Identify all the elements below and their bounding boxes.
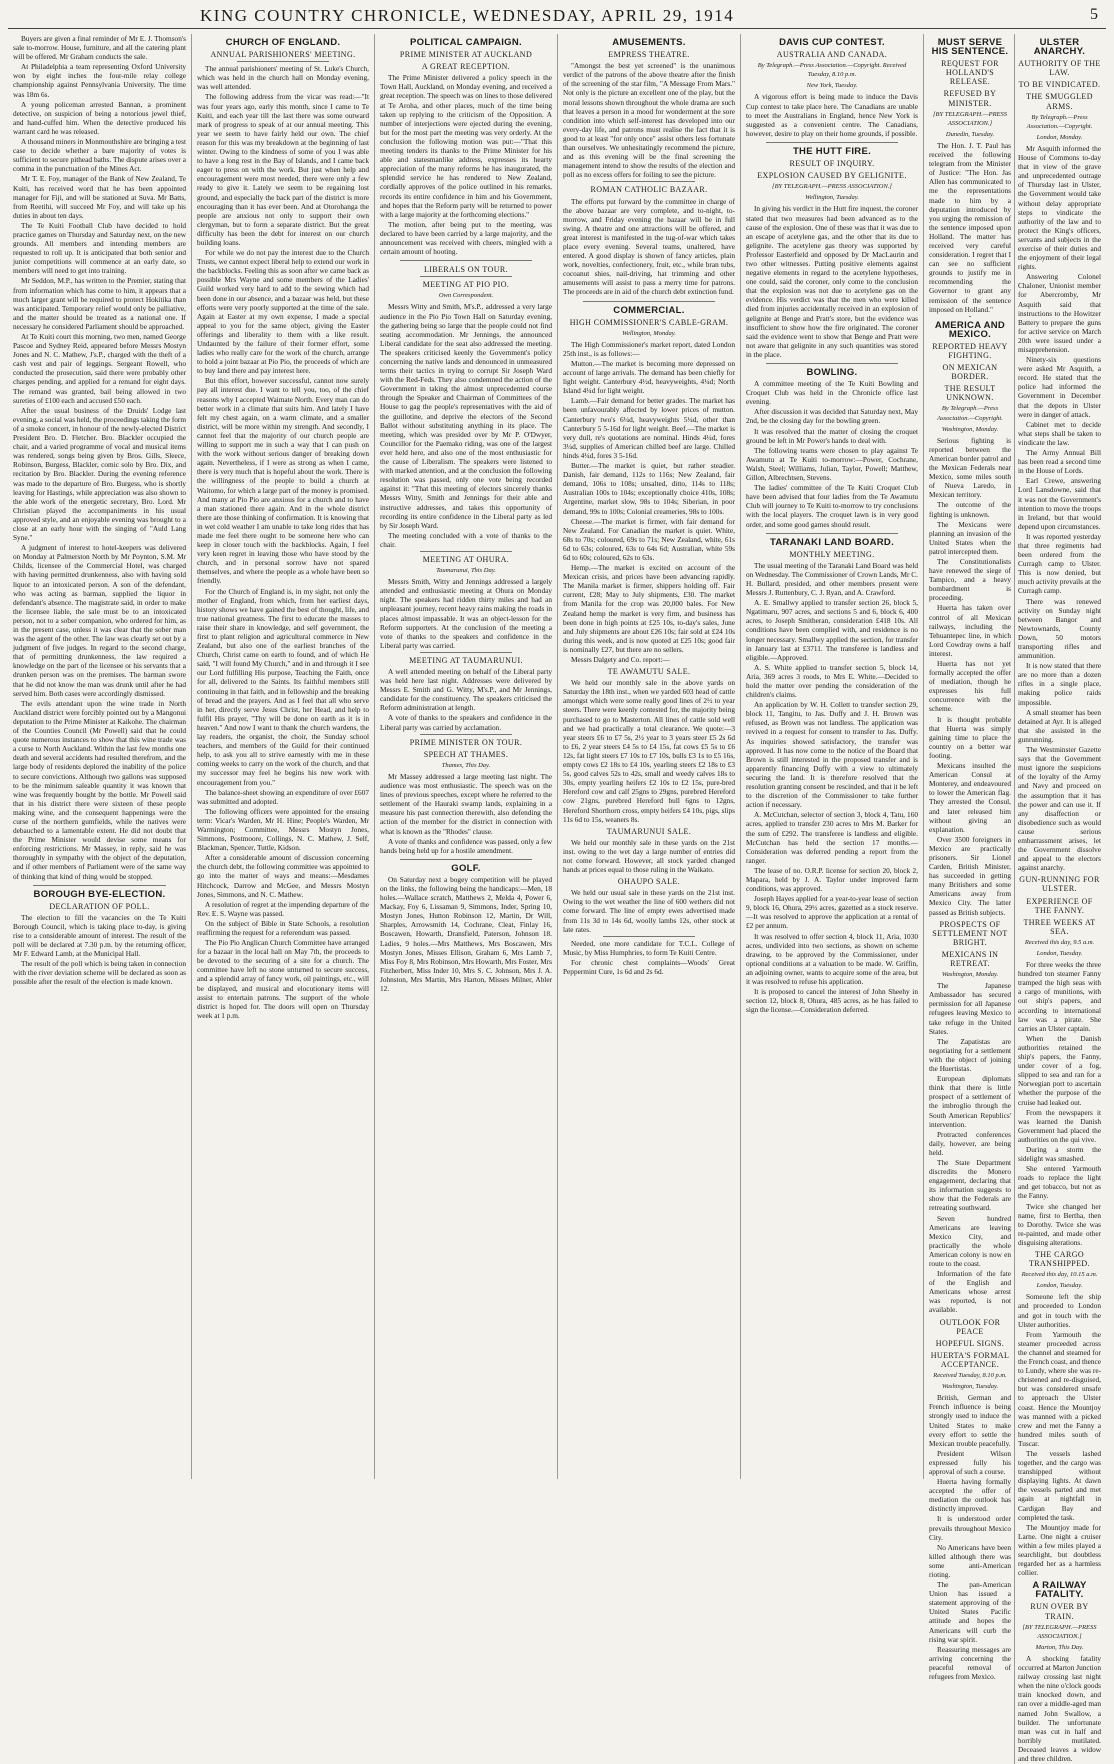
byline: [BY TELEGRAPH.—PRESS ASSOCIATION.]: [932, 110, 1008, 127]
news-item: Twice she changed her name, first to Bertha, then to Dorothy. Twice she was re-painted, and made other disguising alterations.: [1018, 1201, 1101, 1247]
masthead-title: KING COUNTRY CHRONICLE, WEDNESDAY, APRIL 29, 1914: [200, 6, 735, 25]
news-item: She entered Yarmouth roads to replace the light and get tobacco, but not as the Fanny.: [1018, 1164, 1101, 1201]
dateline: Washington, Tuesday.: [941, 1383, 999, 1391]
divider: [969, 316, 971, 317]
news-item: No Americans have been killed although there was some anti-American rioting.: [929, 1542, 1011, 1579]
news-item: At Te Kuiti court this morning, two men, named George Pascoe and Sydney Reid, appeared before Messrs Mostyn Jones and N. C. Mathew, J's.P., charged with the theft of a cash vest and pair of leggings. Sergeant Rowell, who conducted the prosecution, said there were probably other charges pending, and applied for a remand for eight days. The remand was granted, bail being allowed in two sureties of £100 each and accused £50 each.: [13, 332, 186, 405]
subheadline: MEXICANS IN RETREAT.: [941, 949, 999, 968]
subheadline: MEETING AT PIO PIO.: [422, 280, 510, 290]
news-item: Mr Seddon, M.P., has written to the Premier, stating that from information which has come to him, it appears that a much larger grant will be required to protect Hokitika than was anticipated. Temporary relief would only be palliative, and the matter should be treated as a national one. If necessary he considered Parliament should be approached.: [13, 276, 186, 331]
news-item: Hemp.—The market is excited on account of the Mexican crisis, and prices have been advancing rapidly. The Manila market is firmer, shippers holding off. Fair current, £28; May to July shipments, £30. The market from Manila for the crop was 20,000 bales. For New Zealand hemp the market is very firm, and business has been done in high points at £25 10s, to-day's sales, June and July shipments are about £26 10s; fair sold at £24 10s during this week, and is now quoted at £25 10s; good fair is nominally £27, but there are no sellers.: [563, 563, 735, 654]
news-item: Reassuring messages are arriving concerning the peaceful removal of refugees from Mexico.: [929, 1644, 1011, 1682]
byline: Received this day, 10.15 a.m.: [1021, 1271, 1098, 1279]
subheadline: RUN OVER BY TRAIN.: [1030, 1602, 1089, 1621]
subheadline: REFUSED BY MINISTER.: [943, 89, 997, 108]
subheadline: MEETING AT TAUMARUNUI.: [409, 655, 523, 665]
headline: BOWLING.: [806, 367, 858, 378]
dateline: Taumarunui, This Day.: [436, 567, 496, 575]
news-item: A thousand miners in Monmouthshire are bringing a test case to decide whether a bare majority of votes is sufficient to secure pithead baths. The dispute arises over a comma in the punctuation of the Mines Act.: [13, 137, 186, 174]
news-item: Messrs Smith, Witty and Jennings addressed a largely attended and enthusiastic meeting at Ohura on Monday night. The speakers had ridden thirty miles and had an unpleasant journey, recent heavy rains making the roads in places almost impassable. It was an object-lesson for the Reform supporters. At the conclusion of the meeting a vote of thanks to the speakers and confidence in the Liberal party was carried.: [380, 577, 552, 650]
divider: [237, 61, 329, 62]
subheadline: ROMAN CATHOLIC BAZAAR.: [590, 185, 708, 195]
news-item: The Army Annual Bill has been read a second time in the House of Lords.: [1018, 448, 1101, 476]
news-item: Huerta having formally accepted the offer of mediation the outlook has distinctly improved.: [929, 1477, 1011, 1514]
divider: [603, 936, 695, 937]
news-item: Serious fighting is reported between the American border patrol and the Mexican Federals near Mexico, some miles south of Nueva Laredo, in Mexican territory.: [929, 435, 1011, 500]
subheadline: PROSPECTS OF SETTLEMENT NOT BRIGHT.: [932, 919, 1008, 947]
news-item: British, German and French influence is being strongly used to induce the United States to make every effort to settle the Mexican trouble peacefully.: [929, 1393, 1011, 1448]
subheadline: REQUEST FOR HOLLAND'S RELEASE.: [941, 59, 999, 87]
news-item: On Saturday next a bogey competition will be played on the links, the following being the handicaps:—Men, 18 holes.—Wallace scratch, Matthews 2, Melda 4, Power 6, Mackay, Foy 6, Lissaman 9, Simmons, Inder, Spring 10, Mostyn Jones, Hutton Robinson 12, Martin, Dr Will, Sharples, Arrowsmith 14, Cochrane, Cleat, Finlay 16, Boscawen, Howarth, Dransfield, Paterson, Johnson 18. Ladies, 9 holes.—Mrs Matthews, Mrs Boscawen, Mrs Mostyn Jones, Misses Ellison, Graham 6, Mrs Lamb 7, Miss Foy 8, Mrs Robinson, Mrs Howarth, Mrs Foster, Mrs Fitzherbert, Miss Inder 10, Mrs S. C. Johnson, Mrs J. A. Johnston, Mrs Martin, Mrs Harton, Misses Milner, Abler 12.: [380, 874, 552, 993]
news-item: But this effort, however successful, cannot now surely pay all interest due. I want to tell you, too, of the chief reasons why I accepted Waimate North. Every man can do better work in a climate that suits him. And lately I have felt my chest again, on a warm climate, and a smaller district, will be more within my strength. And secondly, I cannot feel that the majority of our church people are willing to support me in such a way that I can push on with the work without serious danger of breaking down again. Nevertheless, if I were as strong as when I came, there is very much that is hopeful about the work. There is the willingness of the people to build a church at Waitomo, for which a large part of the money is promised. And many at Pio Pio are anxious for a church and to have a man stationed there again. And in the whole district there are those thinking of confirmation. It is knowing that in wet cold weather I am unable to take long rides that has made me feel there ought to be someone here who can keep in closer touch with the backblocks. Again, I feel very keen regret in leaving those who have stood by the church, and in personal sorrow have not spared themselves, and where the people as a whole have been so friendly.: [197, 376, 369, 586]
news-item: A well attended meeting on behalf of the Liberal party was held here last night. Addresses were delivered by Messrs E. Smith and G. Witty, M's.P., and Mr Jennings, candidate for the constituency. The speakers criticised the Reform administration at length.: [380, 667, 552, 713]
news-item: Mr Asquith informed the House of Commons to-day that in view of the grave and unprecedented outrage of Thursday last in Ulster, the Government would take without delay appropriate steps to vindicate the authority of the law and to protect the King's officers, servants and subjects in the exercise of their duties and the enjoyment of their legal rights.: [1018, 143, 1101, 272]
news-item: After a considerable amount of discussion concerning the church debt, the following committee was appointed to go into the matter of ways and means:—Mesdames Hitchcock, Darrow and McGee, and Messrs Mostyn Jones, Simmons, and N. C. Mathew.: [197, 853, 369, 899]
news-item: The pan-American Union has issued a statement approving of the United States Pacific attitude and hopes the Americans will curb the rising war spirit.: [929, 1580, 1011, 1644]
news-item: Joseph Hayes applied for a year-to-year lease of section 9, block 16, Ohura, 29½ acres, gazetted as a stock reserve.—It was resolved to approve the application at a rental of £2 per annum.: [746, 894, 918, 931]
dateline: London, Monday.: [1036, 133, 1083, 141]
subheadline: HOPEFUL SIGNS.: [935, 1338, 1005, 1348]
headline: ULSTER ANARCHY.: [1033, 37, 1086, 58]
subheadline: AUSTRALIA AND CANADA.: [776, 50, 888, 60]
divider: [420, 734, 512, 735]
news-item: The Te Kuiti Football Club have decided to hold practice games on Thursday and Saturday next, on the new grounds. All members and intending members are requested to roll up. It is anticipated that both senior and junior competitions will commence at an early date, so members will need to get into training.: [13, 220, 186, 276]
news-item: We held our monthly sale in the above yards on Saturday the 18th inst., when we yarded 603 head of cattle amongst which were some really good lines of 2½ to year steers. There were keenly contested for, the majority being purchased to go to Masterton. All lines of cattle sold well and we had practically a total clearance. We quote:—3 year steers £6 to £7 5s, 2½ year to 3 years steer £5 2s 6d to £6, 2 year steers £4 5s to £4 15s, fat cows £5 5s to £6 12s, fat light steers £7 10s to £7 10s, bulls £3 1s to £5 16s, empty cows £2 18s to £4 10s, yearling steers £2 18s to £3 5s, good calves 52s to 42s, small and weedy calves 18s to 30s, empty yearling heifers £2 10s to £2 15s, pure-bred Hereford cow and calf 25gns to 29gns, purebred Hereford cow 21gns, purebred Hereford bull 6gns to 12gns, Hereford Shorthorn cross, empty heifers £4 10s, pigs, slips 11s 6d to 15s, weaners 8s.: [563, 678, 735, 824]
news-item: It is understood order prevails throughout Mexico City.: [929, 1514, 1011, 1542]
news-item: European diplomats think that there is little prospect of a settlement of the imbroglio through the South American Republics' intervention.: [929, 1074, 1011, 1129]
divider: [603, 181, 695, 182]
news-item: It was reported yesterday that three regiments had been ordered from the Curragh camp to Ulster. This is now denied, but much activity prevails at the Curragh camp.: [1018, 531, 1101, 596]
column-6: [923, 34, 1106, 1763]
news-item: After discussion it was decided that Saturday next, May 2nd, be the closing day for the bowling green.: [746, 407, 918, 426]
subheadline: ANNUAL PARISHIONERS' MEETING.: [210, 50, 356, 60]
news-item: Cabinet met to decide what steps shall be taken to vindicate the law.: [1018, 419, 1101, 447]
news-item: The High Commissioner's market report, dated London 25th inst., is as follows:—: [563, 339, 735, 358]
subheadline: DECLARATION OF POLL.: [49, 901, 150, 911]
column-6a: [929, 34, 1015, 1764]
news-item: Lamb.—Fair demand for better grades. The market has been unfavourably affected by lower prices of mutton. Canterbury two's 6¼d, heavyweights 5¼d, other than Canterbury 5 5-16d for light weight. Beef.—The market is very dull, re's quotations are nominal. Hinds 4¼d, fores 3¼d, supplies of American chilled beef are large. Chilled hinds 4¼d, fores 3 5-16d.: [563, 396, 735, 460]
news-item: The following address from the vicar was read:—"It was four years ago, early this month, since I came to Te Kuiti, and each year till the last there was some outward mark of progress to speak of at our annual meeting. This year we seem to have fairly held our own. The chief reason for this was my breakdown at the beginning of last winter. Owing to the kindness of some of you I was able to have a long rest in the Bay of Islands, and I came back eager to press on with the work. But just when help and encouragement were most needed, there were only a few ready to give it. Lately we seem to be regaining lost ground, and especially the back part of the district is more encouraging than it has ever been. And at Otorohanga the people are anxious not only to support their own clergyman, but to form a separate district. But the great difficulty has been the debt for interest on our church building loans.: [197, 92, 369, 247]
divider: [766, 533, 898, 534]
news-item: It is now stated that there are no more than a dozen rifles in a single place, making police raids impossible.: [1018, 661, 1101, 707]
headline: COMMERCIAL.: [613, 304, 685, 316]
page-number: 5: [1090, 6, 1098, 23]
divider: [583, 301, 715, 302]
divider: [766, 363, 898, 364]
news-item: Ninety-six questions were asked Mr Asquith, a record. He stated that the police had informed the Government in December that the depots in Ulster were in danger of attack.: [1018, 355, 1101, 419]
divider: [420, 276, 512, 277]
news-item: For while we do not pay the interest due to the Church Trusts, we cannot expect liberal help to extend our work in the backblocks. Feeling this as soon after we came back as possible Mrs Wayne and some members of the Ladies' Guild worked very hard to add to the sewing which had been done in our absence, and a bazaar was held, but these efforts were very poorly supported at the time of the sale. Again at Easter at my own expense, I made a special appeal to you for the same object, giving the Easter offerings and liberality to them with a like result. Undaunted by the failure of their former effort, some ladies who really care for the work of the church, arrange to hold a joint bazaar at Pio Pio, the proceeds of which are to buy land there and pay interest here.: [197, 248, 369, 376]
news-item: Protracted conferences daily, however, are being held.: [929, 1129, 1011, 1157]
subheadline: TE AWAMUTU SALE.: [607, 667, 691, 677]
news-item: For three weeks the three hundred ton steamer Fanny tramped the high seas with a cargo of munitions, with out ship's papers, and according to international law was a pirate. She carries an Ulster captain.: [1018, 960, 1101, 1033]
dateline: Washington, Monday.: [941, 425, 999, 433]
subheadline: PRIME MINISTER ON TOUR.: [409, 737, 523, 747]
news-item: The Westminster Gazette says that the Government must ignore the suspicions of the loyalty of the Army and Navy and proceed on the assumption that it has the power and can use it. If any disaffection or disobedience such as would cause serious embarrassment arises, let the Government dissolve and appeal to the electors against anarchy.: [1018, 745, 1101, 873]
news-item: Seven hundred Americans are leaving Mexico City, and practically the whole American colony is now en route to the coast.: [929, 1213, 1011, 1268]
byline: Received Tuesday, 8.10 p.m.: [933, 1372, 1007, 1380]
subheadline: OUTLOOK FOR PEACE: [939, 1317, 1001, 1336]
news-item: The result of the poll which is being taken in connection with the river deviation scheme will be declared as soon as possible after the result of the election is made known.: [13, 959, 186, 987]
subheadline: TO BE VINDICATED.: [1018, 80, 1101, 90]
news-item: The meeting concluded with a vote of thanks to the chair.: [380, 530, 552, 549]
news-item: At Philadelphia a team representing Oxford University won by eight inches the four-mile relay college championship against Pennsylvania University. The time was 18m 6s.: [13, 62, 186, 99]
byline: [BY TELEGRAPH.—PRESS ASSOCIATION.]: [772, 183, 892, 191]
news-item: The evils attendant upon the wine trade in North Auckland district were forcibly pointed out by a Mangonui deputation to the Prime Minister at Kaikohe. The chairman of the Counties Council (Mr Powell) said that he could quote numerous instances to show that this wine trade was a curse to North Auckland. Within the last few months one death and several accidents had resulted therefrom, and the large body of residents deplored the inability of the police to secure convictions. Although two gallons was supposed to be the minimum saleable quantity it was known that wine was frequently bought by the bottle. Mr Powell said that in his district there were sixteen of these people making wine, and the consequent happenings were the curse of the northern gumfields, while the natives were debauched to a lamentable extent. He did not doubt that the Prime Minister would devise some means for enforcing restrictions. Mr Massey, in reply, said he was thoroughly in sympathy with the object of the deputation, and if other members of Parliament were of the same way of thinking that kind of thing would be stopped.: [13, 698, 186, 881]
news-item: A judgment of interest to hotel-keepers was delivered on Monday at Palmerston North by Mr Poynton, S.M. Mr Childs, licensee of the Commercial Hotel, was charged with having permitted drunkenness, also with having sold liquor to an intoxicated person. A son of the defendant, who was acting as barman, supplied the liquor in defendant's absence. The magistrate said, in order to make the licensee liable, the sale must be to an intoxicated person, not to a sober companion, who ordered for him, as in the present case, unless it was clear that the sober man was the agent of the other. The law was clearly set out by a judgment of five judges. In regard to the second charge, that of permitting drunkenness, the law required a knowledge on the part of the licensee or his servants that a drunken person was on the premises. The barman swore that he did not know the man was drunk until after he had served him. Both cases were accordingly dismissed.: [13, 543, 186, 698]
news-item: It was resolved to offer section 4, block 11, Aria, 1030 acres, undivided into two sections, as shown on scheme drawing, to be approved by the Commissioner, under optional conditions at a valuation to be made. W. Griffin, an adjoining owner, wants to acquire some of the area, but it was resolved to refuse his application.: [746, 931, 918, 986]
news-item: A vigorous effort is being made to induce the Davis Cup contest to take place here. The Canadians are unable to meet the Australians in England, hence New York is suggested as a convenient centre. The Canadians, however, desire to play on their home grounds, if possible.: [746, 92, 918, 138]
headline: CHURCH OF ENGLAND.: [225, 37, 341, 48]
news-item: After the usual business of the Druids' Lodge last evening, a social was held, the proceedings taking the form of a smoke concert, in honour of the newly-elected District President Bro. D. Fletcher. Bro. Blackler occupied the chair, and a varied programme of vocal and musical items was rendered, songs being given by Bros. Gills, Sleece, Robinson, Burgess, Blackler, comic solo by Bro. Dix, and recitation by Bro. Blackler. During the evening reference was made to the departure of Bro. Burgess, who is shortly leaving for Hastings, while appreciation was also shown to the able work of the energetic secretary, Bro. Lord. Mr Christian played the accompaniments in his usual approved style, and an enjoyable evening was brought to a close at an early hour with the singing of "Auld Lang Syne.": [13, 405, 186, 543]
headline: TARANAKI LAND BOARD.: [769, 536, 895, 548]
headline: DAVIS CUP CONTEST.: [779, 37, 885, 48]
news-item: Buyers are given a final reminder of Mr E. J. Thomson's sale to-morrow. House, furniture, and all the catering plant will be offered. Mr Graham conducts the sale.: [13, 34, 186, 62]
column-5: [740, 34, 923, 1479]
subheadline: OHAUPO SALE.: [617, 877, 681, 887]
subheadline: LIBERALS ON TOUR.: [423, 265, 509, 275]
column-4: [557, 34, 740, 1479]
news-item: A. S. White applied to transfer section 5, block 14, Aria, 369 acres 3 roods, to Mrs E. White.—Decided to hold the matter over pending the consideration of the children's claims.: [746, 662, 918, 700]
dateline: Wellington, Monday.: [622, 329, 676, 337]
column-7: [1015, 34, 1101, 1764]
column-1: [8, 34, 191, 1479]
news-item: "Amongst the best yet screened" is the unanimous verdict of the patrons of the above theatre after the finish of the screening of the star film, "A Message From Mars." Not only is the picture an excellent one of the play, but the moral lessons shown throughout the whole drama are such that leaves a person in a mood for wonderment at the sore condition into which self-interest has developed into our every-day life, and patrons must realise the fact that it is good to at least "for only once" assist others less fortunate than ourselves. We unhesitatingly recommend the picture, and as this evening will be the final screening the management intend to show the results of the election and poll as no excess offers for foiling to see the picture.: [563, 61, 735, 180]
news-item: The Constitutionalists have renewed the siege of Tampico, and a heavy bombardment is proceeding.: [929, 556, 1011, 603]
news-item: A. E. Smallwy applied to transfer section 26, block 5, Ngatimaru, 907 acres, and sections 5 and 6, block 6, 400 acres, to Joseph Smitheran, consideration £418 10s. All conditions have been complied with, and residence is no longer necessary. Smallwy applied the section, for transfer in January last at £3711. The transferee is landless and eligible.—Approved.: [746, 598, 918, 662]
divider: [400, 260, 532, 261]
news-item: It was resolved that the matter of closing the croquet ground be left in Mr Power's hands to deal with.: [746, 426, 918, 445]
news-item: The Pio Pio Anglican Church Committee have arranged for a bazaar in the local hall on May 7th, the proceeds to be devoted to the securing of a site for a church. The committee have left no stone unturned to secure success, and a splendid array of fancy work, oil paintings, etc., will be displayed, and musical and elocutionary items will assist to entertain patrons. The support of the whole district is hoped for. The doors will open on Thursday week at 1 p.m.: [197, 938, 369, 1020]
news-item: Earl Crewe, answering Lord Lansdowne, said that it was not the Government's intention to move the troops in Ireland, but that would depend upon circumstances.: [1018, 476, 1101, 531]
byline: By Telegraph.—Press Association.—Copyright.: [937, 405, 1003, 422]
divider: [420, 652, 512, 653]
news-item: Needed, one more candidate for T.C.L. College of Music, by Miss Humphries, to form Te Kuiti Centre.: [563, 938, 735, 957]
news-item: The following teams were chosen to play against Te Awamutu at Te Kuiti to-morrow:—Power, Cochrane, Walsh, Steel; Williams, Julian, Taylor, Powell; Matthew, Gillon, Albrechtsen, Stevens.: [746, 445, 918, 483]
news-item: A small steamer has been detained at Ayr. It is alleged that she assisted in the gunrunning.: [1018, 707, 1101, 744]
news-item: Mexicans insulted the American Consul at Monterey, and endeavoured to lower the American flag. They arrested the Consul, and later released him without giving an explanation.: [929, 761, 1011, 834]
columns: [8, 34, 1106, 1763]
news-item: For the Church of England is, in my sight, not only the mother of England, from which, from her earliest days, history shows we have gained the best of thought, life, and true national greatness. The first to educate the masses to raise their share in knowledge, and self government, the first to plant religion and agricultural commerce in New Zealand, but also one of the earliest branches of the Church, Christ came on earth to found, and of which He said, "I will found My Church," and in and through it I see our Lord fulfilling His purpose, Teaching the Faith, once for all, delivered to the Saints. Its faithful members still continuing in that faith, and in fellowship and the breaking of bread and the prayers. And as I feel that all who serve in her, directly serve Jesus Christ, her Head, and help to fulfil His prayer, "Thy will be done on earth as it is in heaven." And now I want to thank the church wardens, the lay readers, the organist, the choir, the Sunday school teachers, and members of the Guild for their continued help, to ask you all to strive earnestly with me in these coming weeks to carry on the work of the church, and that my successor may feel he begins his new work with encouragement from you.": [197, 586, 369, 787]
divider: [766, 142, 898, 143]
subheadline: THE CARGO TRANSHIPPED.: [1028, 1250, 1091, 1269]
headline: GOLF.: [451, 862, 481, 874]
dateline: Wellington, Tuesday.: [805, 194, 859, 202]
headline: A RAILWAY FATALITY.: [1032, 1580, 1087, 1601]
news-item: Someone left the ship and proceeded to London and got in touch with the Ulster authorities.: [1018, 1292, 1101, 1329]
dateline: London, Tuesday.: [1036, 950, 1083, 957]
news-item: A vote of thanks to the speakers and confidence in the Liberal party was carried by acclamation.: [380, 713, 552, 732]
headline: MUST SERVE HIS SENTENCE.: [931, 37, 1009, 58]
byline: By Telegraph.—Press Association.—Copyright.: [1026, 113, 1093, 130]
news-item: The motion, after being put to the meeting, was declared to have been carried by a large majority, and the announcement was received with cheers, mingled with a certain amount of hooting.: [380, 219, 552, 257]
subheadline: AUTHORITY OF THE LAW.: [1018, 59, 1101, 78]
news-item: A resolution of regret at the impending departure of the Rev. E. S. Wayne was passed.: [197, 899, 369, 918]
subheadline: HUERTA'S FORMAL ACCEPTANCE.: [930, 1350, 1010, 1369]
dateline: London, Tuesday.: [1036, 1282, 1083, 1290]
news-item: Huerta has not yet formally accepted the offer of mediation, though he expresses his full concurrence with the scheme.: [929, 659, 1011, 714]
headline: BOROUGH BYE-ELECTION.: [33, 888, 166, 900]
news-item: Mr T. E. Foy, manager of the Bank of New Zealand, Te Kuiti, has received word that he has been appointed manager for Fiji, and will be stationed at Suva. Mr Batts, from Reetihi, will succeed Mr Foy, and will take up his duties in about ten days.: [13, 174, 186, 220]
column-2: [191, 34, 374, 1479]
headline: THE HUTT FIRE.: [792, 145, 872, 157]
byline: Own Correspondent.: [438, 292, 494, 300]
masthead: [0, 4, 1114, 30]
masthead-rule: [8, 28, 1106, 29]
news-item: A young policeman arrested Bannan, a prominent detective, on suspicion of being a notorious jewel thief, and hand-cuffed him. When the detective produced his warrant card he was released.: [13, 99, 186, 136]
news-item: From Yarmouth the steamer proceeded across the channel and steamed for the French coast, and thence to Lundy, where she was re-christened and re-disguised, but was considered unsafe to approach the Ulster coast. Hence the Mountjoy was manned with a picked crew and met the Fanny a hundred miles south of Tuscar.: [1018, 1329, 1101, 1448]
subheadline: MEETING AT OHURA.: [422, 554, 510, 564]
news-item: The State Department discredits the Monero engagement, declaring that its information suggests to show that the Federals are retreating southward.: [929, 1157, 1011, 1213]
news-item: During a storm the sidelight was smashed.: [1018, 1144, 1101, 1164]
column-3: [374, 34, 557, 1479]
news-item: The Japanese Ambassador has secured permission for all Japanese refugees leaving Mexico to take refuge in the United States.: [929, 981, 1011, 1036]
news-item: The Zapatistas are negotiating for a settlement with the object of joining the Huertistas.: [929, 1036, 1011, 1074]
news-item: It is proposed to cancel the interest of John Sheehy in section 12, block 8, Ohura, 485 acres, as he has failed to sign the license.—Consideration deferred.: [746, 987, 918, 1015]
news-item: Mutton.—The market is becoming more depressed on account of large arrivals. The demand has been chiefly for light weight. Canterbury 4½d, heavyweights, 4¼d; North Island 4¼d for light weight.: [563, 359, 735, 396]
news-item: The following officers were appointed for the ensuing term: Vicar's Warden, Mr H. Hine; People's Warden, Mr Warmington; Committee, Messrs Mostyn Jones, Simmons, Postmoore, Collings, N. C. Mathew, J. Self, Blackman, Spencer, Tuttle, Kidson.: [197, 806, 369, 853]
news-item: On the subject of Bible in State Schools, a resolution reaffirming the request for a referendum was passed.: [197, 918, 369, 937]
news-item: A committee meeting of the Te Kuiti Bowling and Croquet Club was held in the Chronicle office last evening.: [746, 379, 918, 407]
subheadline: THE RESULT UNKNOWN.: [944, 384, 996, 403]
news-item: The annual parishioners' meeting of St. Luke's Church, which was held in the church hall on Monday evening, was well attended.: [197, 64, 369, 92]
news-item: The Hon. J. T. Paul has received the following telegram from the Minister of Justice: "The Hon. Jas Allen has communicated to me the representations made to him by a deputation introduced by you urging the remission of the sentence imposed upon Holland. The matter has received very careful consideration. I regret that I can see no sufficient grounds to justify me in recommending the Governor to grant any remission of the sentence imposed on Holland.": [929, 140, 1011, 314]
divider: [420, 551, 512, 552]
news-item: Mr Massey addressed a large meeting last night. The audience was most enthusiastic. The speech was on the lines of previous speeches, except where he referred to the settlement of the Hauraki swamp lands, explaining in a measure his past connection therewith, also defending the action of the member for the district in connection with what is known as the "Rhodes" clause.: [380, 771, 552, 836]
news-item: Messrs Dalgety and Co. report:—: [571, 655, 670, 664]
news-item: The ladies' committee of the Te Kuiti Croquet Club have been advised that four ladies from the Te Awamutu Club will journey to Te Kuiti to-morrow to try conclusions with the local players. The croquet lawn is in very good order, and some good games should result.: [746, 483, 918, 529]
news-item: Butter.—The market is quiet, but rather steadier. Danish, fair demand, 112s to 116s; New Zealand, fair demand, 106s to 108s; unsalted, ditto, 114s to 118s; Australian 100s to 104s; exceptionally choice 410s, 108s; Argentine, market slow, 98s to 104s; Siberian, in poor demand, 99s to 100s; Colonial creameries, 98s to 100s.: [563, 461, 735, 516]
news-item: When the Danish authorities retained the ship's papers, the Fanny, under cover of a fog, slipped to sea and ran for a Norwegian port to ascertain whether the purpose of the cruise had leaked out.: [1018, 1033, 1101, 1107]
subheadline: TAUMARUNUI SALE.: [606, 826, 692, 836]
news-item: A shocking fatality occurred at Marton Junction railway crossing last night when the nine o'clock goods train knocked down, and ran over a middle-aged man named John Swallow, a builder. The unfortunate man was cut in half and horribly mutilated. Deceased leaves a widow and three children.: [1018, 1653, 1101, 1763]
news-item: Information of the fate of the English and Americans whose arrest was reported, is not available.: [929, 1269, 1011, 1315]
subheadline: A GREAT RECEPTION.: [421, 62, 511, 72]
subheadline: REPORTED HEAVY FIGHTING.: [932, 341, 1008, 360]
byline: By Telegraph.—Press Association.—Copyright. Received Tuesday, 8.10 p.m.: [757, 62, 907, 79]
news-item: Answering Colonel Chaloner, Unionist member for Abercromby, Mr Asquith said that instructions to the Howitzer Battery to prepare the guns for active service on March 20th were issued under a misapprehension.: [1018, 272, 1101, 354]
news-item: Huerta has taken over control of all Mexican railways, including the Tehuantepec line, in which Lord Cowdray owns a half interest.: [929, 603, 1011, 658]
news-item: The usual meeting of the Taranaki Land Board was held on Wednesday. The Commissioner of Crown Lands, Mr C. H. Bullard, presided, and other members present were Messrs J. Ruttenbury, C. J. Ryan, and A. Crawford.: [746, 560, 918, 598]
dateline: Thames, This Day.: [441, 761, 491, 769]
news-item: Cheese.—The market is firmer, with fair demand for New Zealand. For Canadian the market is quiet. White, 68s to 70s; coloured, 69s to 71s; New Zealand, white, 61s 6d to 63s; coloured, 63s to 64s 6d; Australian, white 59s 6d to 60s; coloured, 62s to 63s.: [563, 516, 735, 562]
news-item: The Prime Minister delivered a policy speech in the Town Hall, Auckland, on Monday evening, and received a great reception. The speech was on lines to those delivered at Te Aroha, and other places, much of the time being taken up replying to the criticism of the Opposition. A number of interjections were ejected during the evening, but for the most part the meeting was very orderly. At the conclusion the following motion was put:—"That this meeting tenders its thanks to the Prime Minister for his able and statesmanlike address, expresses its hearty appreciation of the many reforms he has inaugurated, the splendid service he has rendered to New Zealand, cordially approves of the police outlined in his remarks, records its entire confidence in him and his Government, and hopes that the Reform party will be returned to power with a large majority at the forthcoming elections.": [380, 73, 552, 219]
news-item: A. McCutchan, selector of section 3, block 4, Tatu, 160 acres, applied to transfer 230 acres to Mrs M. Barker for the sum of £292. The transferee is landless and eligible. McCutchan has held the section 17 months.—Consideration was deferred pending a report from the ranger.: [746, 810, 918, 865]
byline: Received this day, 9.5 a.m.: [1024, 938, 1095, 946]
headline: AMUSEMENTS.: [612, 37, 686, 48]
subheadline: HIGH COMMISSIONER'S CABLE-GRAM.: [569, 317, 729, 327]
dateline: Marton, This Day.: [1035, 1643, 1084, 1651]
news-item: The Mountjoy made for Larne. One night a cruiser within a few miles played a searchlight, but doubtless regarded her as a harmless collier.: [1018, 1522, 1101, 1578]
news-item: The election to fill the vacancies on the Te Kuiti Borough Council, which is taking place to-day, is giving rise to a considerable amount of interest. The result of the poll will be declared at 7.30 p.m. by the returning officer, Mr F. Edward Lamb, at the Municipal Hall.: [13, 912, 186, 959]
subheadline: MONTHLY MEETING.: [789, 549, 875, 559]
news-item: The efforts put forward by the committee in charge of the above bazaar are very complete, and to-night, to-morrow, and Friday evening the bazaar will be in full swing. A theatre and one attractions will be offered, and great interest is manifested in the tug-of-war which takes place every evening. Several teams, unaltered, have entered. A good display is shown of fancy articles, plain work, novelties, confectionery, fruit, etc., while bran tubs, cocoanut shies, nail-driving, hat trimming and other amusements will assist to pass a merry time for patrons. The proceeds are in aid of the church debt extinction fund.: [563, 196, 735, 297]
news-item: In giving his verdict in the Hutt fire inquest, the coroner stated that two measures had been advanced as to the cause of the explosion. One of these was that it was due to an escape of acetylene gas, and the other that its due to gelignite. The acetylene gas theory was supported by Professor Easterfield and opposed by Dr MacLaurin and two other witnesses. Putting positive elements against negative elements in regard to the acetylene hypotheses, one could, said the coroner, only come to the conclusion that the explosion was not due to acetylene gas on the evidence. His verdict was that the men who were killed died from injuries accidentally received in an explosion of gelignite at Benge and Pratt's store, but the evidence was insufficient to show how the fire originated. The coroner said the evidence went to show that Benge and Pratt were not aware that gelignite in any such quantities was stored in the place.: [746, 204, 918, 359]
news-item: The balance-sheet showing an expenditure of over £607 was submitted and adopted.: [197, 787, 369, 806]
divider: [33, 885, 166, 886]
news-item: It is thought probable that Huerta was simply gaining time to place the country on a better war footing.: [929, 714, 1011, 760]
byline: [BY TELEGRAPH.—PRESS ASSOCIATION.]: [1022, 1623, 1097, 1640]
news-item: There was renewed activity on Sunday night between Bangor and Newtownards, County Down, 50 motors transporting rifles and ammunition.: [1018, 596, 1101, 661]
news-item: A vote of thanks and confidence was passed, only a few hands being held up for a hostile amendment.: [380, 836, 552, 855]
dateline: Washington, Monday.: [941, 971, 999, 979]
subheadline: EMPRESS THEATRE.: [608, 50, 690, 60]
news-item: The Mexicans were planning an invasion of the United States when the patrol intercepted them.: [929, 519, 1011, 556]
subheadline: SPEECH AT THAMES.: [423, 749, 509, 759]
news-item: Messrs Witty and Smith, M's.P., addressed a very large audience in the Pio Pio Town Hall on Saturday evening, the gathering being so large that the people could not find seating accommodation. Mr Jennings, the announced Liberal candidate for the seat also addressed the meeting. The speakers criticised keenly the Government's policy concerning the native lands and denounced in unmeasured terms their tactics in trying to corrupt Sir Joseph Ward with the Red-Feds. They also condemned the action of the Government in taking the almost unprecedented course through the Speaker and Chairman of Committees of the House to gag the people's representatives with the aid of the guillotine, and deprive the electors of the Second Ballot without substituting anything in its place. The meeting, which was presided over by Mr P. O'Dwyer, Councillor for the Paemako riding, was one of the largest ever held here, and also one of the most enthusiastic for the cause of Liberalism. The speakers were listened to with marked attention, and at the conclusion the following resolution was passed, only one vote being recorded against it: "That this meeting of electors sincerely thanks Messrs Witty, Smith and Jennings for their able and instructive addresses, and takes this opportunity of recording its entire confidence in the Liberal party as led by Sir Joseph Ward.: [380, 302, 552, 530]
news-item: We held our monthly sale in these yards on the 21st inst. owing to the wet day a large number of entries did not come forward. However, all stock yarded changed hands at prices equal to those ruling in the Waikato.: [563, 837, 735, 875]
news-item: From the newspapers it was learned the Danish Government had placed the authorities on the qui vive.: [1018, 1107, 1101, 1144]
subheadline: EXPLOSION CAUSED BY GELIGNITE.: [757, 171, 907, 181]
subheadline: GUN-RUNNING FOR ULSTER.: [1019, 875, 1100, 894]
subheadline: RESULT OF INQUIRY.: [789, 159, 875, 169]
news-item: For chronic chest complaints—Woods' Great Peppermint Cure, 1s 6d and 2s 6d.: [563, 957, 735, 976]
subheadline: EXPERIENCE OF THE FANNY.: [1026, 896, 1093, 915]
news-item: We held our usual sale in these yards on the 21st inst. Owing to the wet weather the line of 600 wethers did not come forward. The line of empty ewes advertised made from 11s 3d to 14s 6d, woolly lambs 12s, other stock at late rates.: [563, 888, 735, 934]
news-item: The lease of no. O.R.P. license for section 20, block 2, Mapara, held by J. A. Taylor under improved farm conditions, was approved.: [746, 865, 918, 894]
subheadline: THE SMUGGLED ARMS.: [1026, 92, 1093, 111]
subheadline: THREE WEEKS AT SEA.: [1023, 917, 1096, 936]
dateline: Dunedin, Tuesday.: [945, 130, 995, 138]
dateline: New York, Tuesday.: [806, 82, 858, 90]
news-item: President Wilson expressed fully his approval of such a course.: [929, 1448, 1011, 1476]
subheadline: PRIME MINISTER AT AUCKLAND: [399, 50, 533, 60]
news-item: An application by W. H. Collett to transfer section 29, block 11, Tangitu, to Jas. Duffy and J. H. Brown was refused, as Brown was not landless. The application was revived in a request for consent to transfer to Jas. Duffy. As inquiries showed satisfactory, the transfer was approved. It has now come to the notice of the Board that Brown is still interested in the proposed transfer and is apparently financing Duffy with a view to ultimately securing the land. It is therefore resolved that the resolution granting consent be rescinded, and that it be left to the discretion of the Commissioner to take further action if necessary.: [746, 700, 918, 810]
news-item: Over 3500 foreigners in Mexico are practically prisoners. Sir Lionel Carden, British Minister, has succeeded in getting many Britishers and some Americans away from Mexico City. The latter passed as British subjects.: [929, 834, 1011, 917]
headline: POLITICAL CAMPAIGN.: [410, 37, 522, 48]
divider: [400, 859, 532, 860]
subheadline: ON MEXICAN BORDER.: [942, 363, 998, 382]
news-item: The vessels lashed together, and the cargo was transhipped without displaying lights. At dawn the vessels parted and met again at nightfall in Cardigan Bay and completed the task.: [1018, 1448, 1101, 1522]
headline: AMERICA AND MEXICO.: [934, 319, 1006, 340]
news-item: The outcome of the fighting is unknown.: [929, 500, 1011, 519]
